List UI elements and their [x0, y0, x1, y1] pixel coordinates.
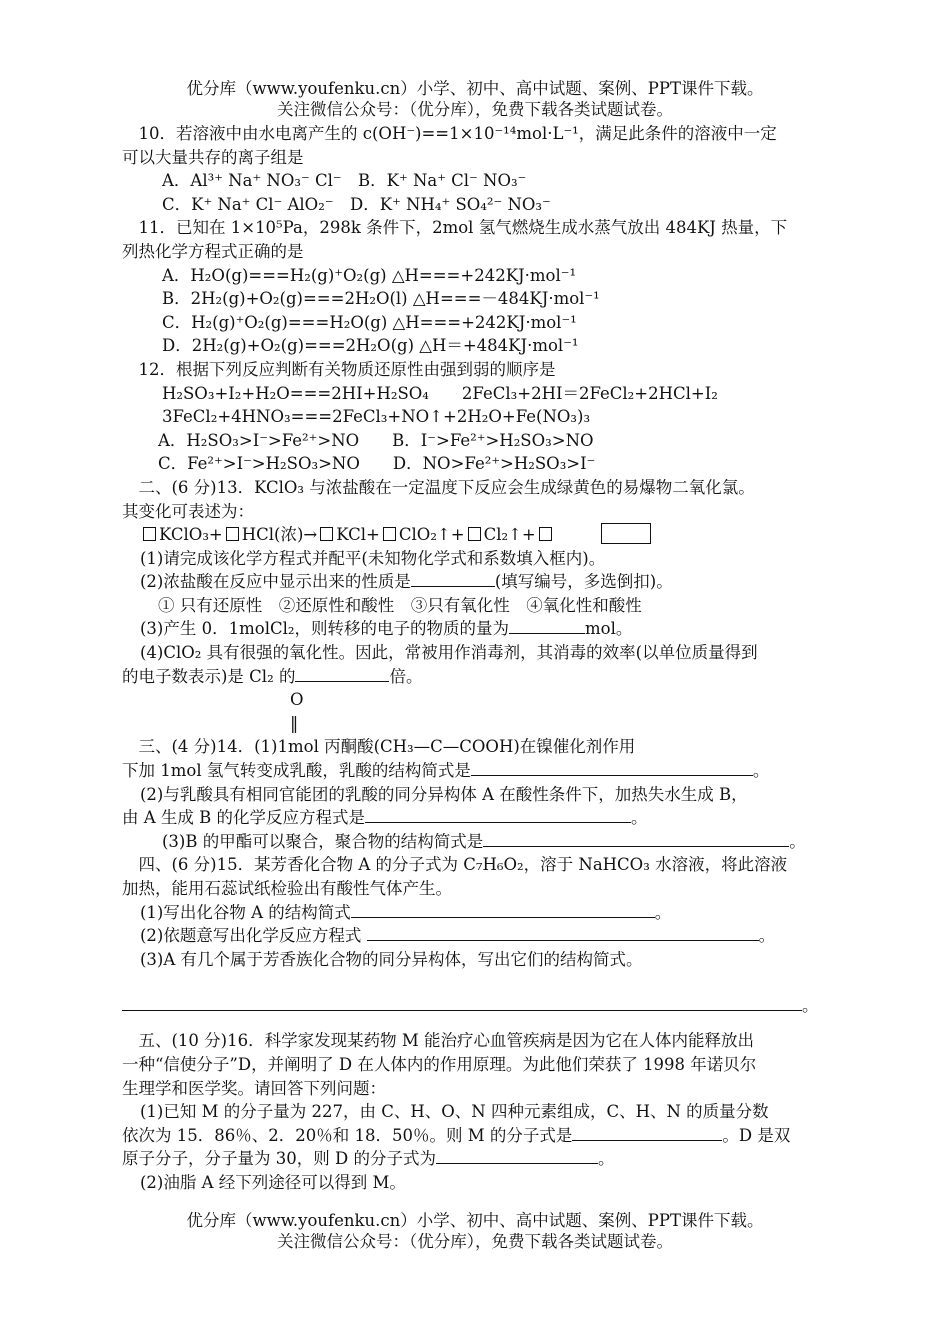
answer-blank[interactable] [351, 902, 655, 918]
q15-part-1: (1)写出化谷物 A 的结构简式 。 [140, 902, 672, 922]
answer-blank[interactable] [122, 995, 802, 1011]
q10-options-cd: C．K⁺ Na⁺ Cl⁻ AlO₂⁻ D．K⁺ NH₄⁺ SO₄²⁻ NO₃⁻ [162, 194, 551, 214]
q16-part-2: (2)油脂 A 经下列途径可以得到 M。 [140, 1172, 406, 1192]
q13-stem-1: 二、(6 分)13．KClO₃ 与浓盐酸在一定温度下反应会生成绿黄色的易爆物二氧化氯。 [122, 477, 755, 497]
q13-part-1: (1)请完成该化学方程式并配平(未知物化学式和系数填入框内)。 [140, 548, 606, 568]
header-line-2: 关注微信公众号：（优分库），免费下载各类试题试卷。 [277, 100, 673, 119]
q11-stem-1: 11．已知在 1×10⁵Pa，298k 条件下，2mol 氢气燃烧生成水蒸气放出 484KJ 热量，下 [122, 218, 788, 238]
q16-part-1-line-2: 依次为 15．86％、2．20％和 18．50％。则 M 的分子式是 。D 是双 [122, 1125, 791, 1145]
answer-blank[interactable] [295, 666, 389, 682]
page-footer [0, 1210, 950, 1252]
carbonyl-double-bond: ‖ [290, 713, 299, 733]
q13-equation: KClO₃+ HCl(浓)→ KCl+ ClO₂↑+ Cl₂↑+ [122, 523, 842, 547]
q10-options-ab: A．Al³⁺ Na⁺ NO₃⁻ Cl⁻ B．K⁺ Na⁺ Cl⁻ NO₃⁻ [162, 171, 527, 191]
answer-blank[interactable] [509, 618, 585, 634]
q14-stem-2: 下加 1mol 氢气转变成乳酸，乳酸的结构简式是 。 [122, 761, 770, 781]
coefficient-box [320, 527, 333, 541]
q16-stem-1: 五、(10 分)16．科学家发现某药物 M 能治疗心血管疾病是因为它在人体内能释放出 [122, 1031, 754, 1051]
q15-answer-line: 。 [122, 971, 842, 1029]
carbonyl-oxygen: O [290, 690, 304, 710]
q13-part-4-line-2: 的电子数表示)是 Cl₂ 的 倍。 [122, 666, 423, 686]
q12-options-cd: C．Fe²⁺>I⁻>H₂SO₃>NO D．NO>Fe²⁺>H₂SO₃>I⁻ [158, 454, 596, 474]
q11-option-d: D．2H₂(g)+O₂(g)===2H₂O(g) △H＝+484KJ·mol⁻¹ [162, 336, 579, 356]
q15-part-3: (3)A 有几个属于芳香族化合物的同分异构体，写出它们的结构简式。 [140, 949, 643, 969]
answer-blank[interactable] [471, 760, 753, 776]
q15-stem-2: 加热，能用石蕊试纸检验出有酸性气体产生。 [122, 879, 452, 898]
q12-options-ab: A．H₂SO₃>I⁻>Fe²⁺>NO B．I⁻>Fe²⁺>H₂SO₃>NO [158, 430, 594, 450]
q12-equations-1: H₂SO₃+I₂+H₂O===2HI+H₂SO₄ 2FeCl₃+2HI＝2FeCl₂+2HCl+I₂ [162, 383, 718, 403]
q16-part-1-line-1: (1)已知 M 的分子量为 227，由 C、H、O、N 四种元素组成，C、H、N 的质量分数 [140, 1102, 769, 1122]
coefficient-box [383, 527, 396, 541]
answer-blank[interactable] [411, 571, 495, 587]
unknown-substance-box[interactable] [601, 523, 651, 544]
q14-part-3: (3)B 的甲酯可以聚合，聚合物的结构简式是 。 [162, 831, 806, 851]
q15-stem-1: 四、(6 分)15．某芳香化合物 A 的分子式为 C₇H₆O₂，溶于 NaHCO₃ 水溶液，将此溶液 [122, 855, 788, 875]
q11-option-a: A．H₂O(g)===H₂(g)⁺O₂(g) △H===+242KJ·mol⁻¹ [162, 265, 577, 285]
coefficient-box [539, 527, 552, 541]
answer-blank[interactable] [367, 925, 759, 941]
q11-option-c: C．H₂(g)⁺O₂(g)===H₂O(g) △H===+242KJ·mol⁻¹ [162, 312, 577, 332]
answer-blank[interactable] [483, 831, 789, 847]
q14-part-2-line-2: 由 A 生成 B 的化学反应方程式是 。 [122, 808, 648, 828]
q16-stem-2: 一种“信使分子”D，并阐明了 D 在人体内的作用原理。为此他们荣获了 1998 年诺贝尔 [122, 1054, 757, 1074]
header-line-1: 优分库（www.youfenku.cn）小学、初中、高中试题、案例、PPT课件下载。 [186, 79, 764, 98]
answer-blank[interactable] [572, 1125, 722, 1141]
q16-stem-3: 生理学和医学奖。请回答下列问题： [122, 1078, 386, 1098]
q13-part-3: (3)产生 0．1molCl₂，则转移的电子的物质的量为 mol。 [140, 619, 633, 639]
answer-blank[interactable] [365, 807, 631, 823]
coefficient-box [226, 527, 239, 541]
q11-stem-2: 列热化学方程式正确的是 [122, 241, 304, 261]
q16-part-1-line-3: 原子分子，分子量为 30，则 D 的分子式为 。 [122, 1149, 615, 1169]
q13-part-4-line-1: (4)ClO₂ 具有很强的氧化性。因此，常被用作消毒剂，其消毒的效率(以单位质量得到 [140, 643, 758, 663]
page-header [0, 78, 950, 120]
q15-part-2: (2)依题意写出化学反应方程式 。 [140, 926, 776, 946]
q14-stem-1: 三、(4 分)14．(1)1mol 丙酮酸(CH₃—C—COOH)在镍催化剂作用 [122, 737, 636, 757]
coefficient-box [143, 527, 156, 541]
exam-content [122, 122, 842, 1195]
footer-line-2: 关注微信公众号：（优分库），免费下载各类试题试卷。 [277, 1232, 673, 1251]
answer-blank[interactable] [436, 1148, 598, 1164]
q13-choices: ① 只有还原性 ②还原性和酸性 ③只有氧化性 ④氧化性和酸性 [158, 595, 642, 615]
q14-part-2-line-1: (2)与乳酸具有相同官能团的乳酸的同分异构体 A 在酸性条件下，加热失水生成 B， [140, 784, 748, 804]
coefficient-box [468, 527, 481, 541]
q13-part-2: (2)浓盐酸在反应中显示出来的性质是 (填写编号，多选倒扣)。 [140, 572, 673, 592]
q12-stem: 12．根据下列反应判断有关物质还原性由强到弱的顺序是 [122, 359, 556, 379]
q10-stem-1: 10．若溶液中由水电离产生的 c(OH⁻)==1×10⁻¹⁴mol·L⁻¹，满足此条件的溶液中一定 [122, 124, 777, 143]
q13-stem-2: 其变化可表述为： [122, 501, 254, 521]
q10-stem-2: 可以大量共存的离子组是 [122, 147, 304, 167]
q12-equations-2: 3FeCl₂+4HNO₃===2FeCl₃+NO↑+2H₂O+Fe(NO₃)₃ [162, 407, 591, 427]
footer-line-1: 优分库（www.youfenku.cn）小学、初中、高中试题、案例、PPT课件下载。 [186, 1211, 764, 1230]
q11-option-b: B．2H₂(g)+O₂(g)===2H₂O(l) △H===－484KJ·mol⁻¹ [162, 289, 600, 309]
